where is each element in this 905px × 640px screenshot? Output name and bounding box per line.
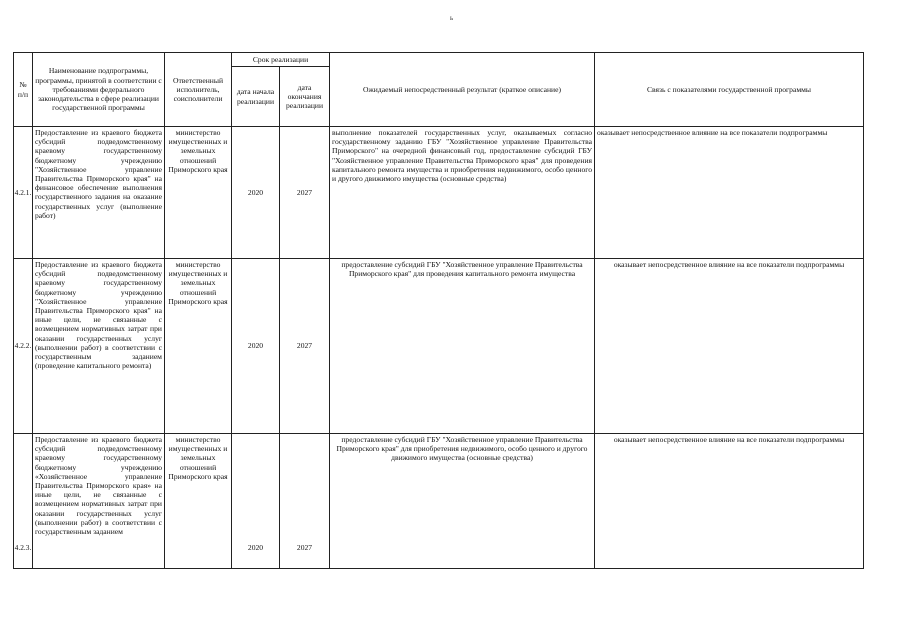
row-result: предоставление субсидий ГБУ "Хозяйственное управление Правительства Приморского края" для проведения капитального ремонта имущества [330,259,595,434]
header-num: № п/п [14,53,33,127]
header-period-group: Срок реализации [232,53,330,67]
row-responsible: министерство имущественных и земельных отношений Приморского края [165,259,232,434]
row-name: Предоставление из краевого бюджета субсидий подведомственному краевому государственному бюджетному учреждению "Хозяйственное управление Правительства Приморского края" на финансовое обеспечение выполнения государственного задания на оказание государственных услуг (выполнение работ) [33,127,165,259]
row-name: Предоставление из краевого бюджета субсидий подведомственному краевому государственному бюджетному учреждению "Хозяйственное управление Правительства Приморского края" на иные цели, не связанные с возмещением нормативных затрат при оказании государственных услуг (выполнении работ) в соответствии с государственным заданием (проведение капитального ремонта) [33,259,165,434]
row-result: выполнение показателей государственных услуг, оказываемых согласно государственному заданию ГБУ "Хозяйственное управление Правительства Приморского" на очередной финансовый год, предоставление субсидий ГБУ "Хозяйственное управление Правительства Приморского края" для проведения капитального ремонта имущества и приобретения недвижимого, особо ценного и другого движимого имущества (основные средства) [330,127,595,259]
row-start-year: 2020 [232,259,280,434]
row-responsible: министерство имущественных и земельных отношений Приморского края [165,434,232,569]
row-result: предоставление субсидий ГБУ "Хозяйственное управление Правительства Приморского края" для приобретения недвижимого, особо ценного и другого движимого имущества (основные средства) [330,434,595,569]
table-row [14,127,864,259]
row-end-year: 2027 [280,259,330,434]
row-number: 4.2.1. [14,127,33,259]
header-start: дата начала реализации [232,67,280,127]
row-end-year: 2027 [280,434,330,569]
table-row [14,434,864,569]
row-responsible: министерство имущественных и земельных отношений Приморского края [165,127,232,259]
row-name: Предоставление из краевого бюджета субсидий подведомственному краевому государственному бюджетному учреждению «Хозяйственное управление Правительства Приморского края» на иные цели, не связанные с возмещением нормативных затрат при оказании государственных услуг (выполнении работ) в соответствии с государственным заданием [33,434,165,569]
table-row [14,259,864,434]
row-number: 4.2.2. [14,259,33,434]
row-number: 4.2.3. [14,434,33,569]
header-end: дата окончания реализации [280,67,330,127]
row-link: оказывает непосредственное влияние на все показатели подпрограммы [595,127,864,259]
page-mark: ь [450,14,454,22]
row-end-year: 2027 [280,127,330,259]
header-result: Ожидаемый непосредственный результат (краткое описание) [330,53,595,127]
row-link: оказывает непосредственное влияние на все показатели подпрограммы [595,259,864,434]
row-start-year: 2020 [232,127,280,259]
program-table [13,52,864,569]
row-start-year: 2020 [232,434,280,569]
header-link: Связь с показателями государственной программы [595,53,864,127]
header-responsible: Ответственный исполнитель, соисполнители [165,53,232,127]
header-name: Наименование подпрограммы, программы, принятой в соответствии с требованиями федерального законодательства в сфере реализации государственной программы [33,53,165,127]
row-link: оказывает непосредственное влияние на все показатели подпрограммы [595,434,864,569]
